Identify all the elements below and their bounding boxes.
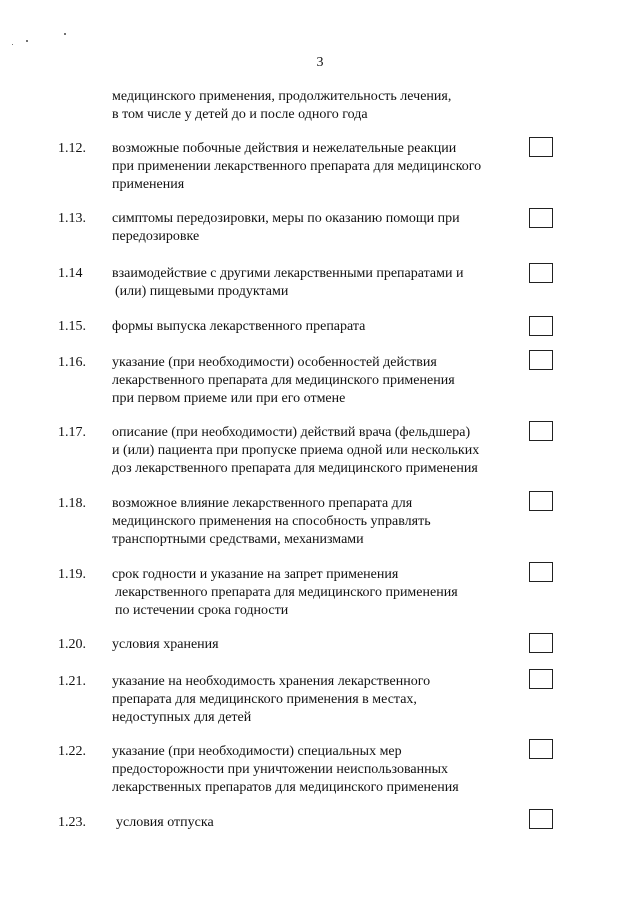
checkbox[interactable]: [529, 562, 553, 582]
item-number: 1.14: [58, 266, 83, 281]
text-line: описание (при необходимости) действий врача (фельдшера): [112, 425, 471, 440]
item-text: [112, 265, 522, 301]
text-line: недоступных для детей: [112, 710, 252, 725]
item-number: 1.12.: [58, 141, 86, 156]
text-line: при первом приеме или при его отмене: [112, 391, 346, 406]
text-line: медицинского применения, продолжительность лечения,: [112, 89, 452, 104]
checkbox[interactable]: [529, 739, 553, 759]
text-line: формы выпуска лекарственного препарата: [112, 319, 366, 334]
item-text: [112, 673, 522, 727]
scan-speck: [12, 44, 13, 45]
text-line: указание (при необходимости) специальных мер: [112, 744, 402, 759]
checkbox[interactable]: [529, 421, 553, 441]
item-text: [112, 318, 522, 336]
text-line: в том числе у детей до и после одного года: [112, 107, 368, 122]
text-line: указание на необходимость хранения лекарственного: [112, 674, 431, 689]
text-line: лекарственных препаратов для медицинского применения: [112, 780, 459, 795]
item-text: [112, 743, 522, 797]
item-text: [112, 140, 522, 194]
text-line: медицинского применения на способность управлять: [112, 514, 431, 529]
item-text: [112, 636, 522, 654]
text-line: лекарственного препарата для медицинского применения: [115, 585, 458, 600]
item-text: [112, 424, 522, 478]
checkbox[interactable]: [529, 633, 553, 653]
text-line: передозировке: [112, 229, 200, 244]
text-line: предосторожности при уничтожении неиспользованных: [112, 762, 448, 777]
scan-speck: [64, 33, 66, 35]
checkbox[interactable]: [529, 263, 553, 283]
checkbox[interactable]: [529, 669, 553, 689]
checkbox[interactable]: [529, 491, 553, 511]
item-number: 1.13.: [58, 211, 86, 226]
checkbox[interactable]: [529, 316, 553, 336]
item-text: [112, 566, 522, 620]
text-line: срок годности и указание на запрет применения: [112, 567, 399, 582]
text-line: симптомы передозировки, меры по оказанию помощи при: [112, 211, 460, 226]
text-line: доз лекарственного препарата для медицинского применения: [112, 461, 478, 476]
item-number: 1.16.: [58, 355, 86, 370]
text-line: лекарственного препарата для медицинского применения: [112, 373, 455, 388]
checkbox[interactable]: [529, 208, 553, 228]
item-text: [116, 814, 526, 832]
item-number: 1.18.: [58, 496, 86, 511]
text-line: при применении лекарственного препарата для медицинского: [112, 159, 482, 174]
text-line: условия хранения: [112, 637, 219, 652]
text-line: и (или) пациента при пропуске приема одной или нескольких: [112, 443, 480, 458]
item-number: 1.20.: [58, 637, 86, 652]
text-line: препарата для медицинского применения в местах,: [112, 692, 417, 707]
text-line: по истечении срока годности: [115, 603, 289, 618]
text-line: условия отпуска: [116, 815, 214, 830]
text-line: взаимодействие с другими лекарственными препаратами и: [112, 266, 464, 281]
item-number: 1.19.: [58, 567, 86, 582]
text-line: транспортными средствами, механизмами: [112, 532, 364, 547]
text-line: применения: [112, 177, 185, 192]
text-line: (или) пищевыми продуктами: [115, 284, 289, 299]
item-number: 1.21.: [58, 674, 86, 689]
scan-speck: [26, 40, 28, 42]
text-line: возможные побочные действия и нежелательные реакции: [112, 141, 457, 156]
item-text: [112, 495, 522, 549]
item-number: 1.15.: [58, 319, 86, 334]
item-number: 1.17.: [58, 425, 86, 440]
checkbox[interactable]: [529, 137, 553, 157]
item-number: 1.22.: [58, 744, 86, 759]
item-text: [112, 354, 522, 408]
item-text: [112, 210, 522, 246]
page-number: 3: [316, 55, 324, 70]
intro-text: [112, 88, 451, 124]
item-number: 1.23.: [58, 815, 86, 830]
checkbox[interactable]: [529, 350, 553, 370]
text-line: указание (при необходимости) особенностей действия: [112, 355, 437, 370]
checkbox[interactable]: [529, 809, 553, 829]
text-line: возможное влияние лекарственного препарата для: [112, 496, 413, 511]
